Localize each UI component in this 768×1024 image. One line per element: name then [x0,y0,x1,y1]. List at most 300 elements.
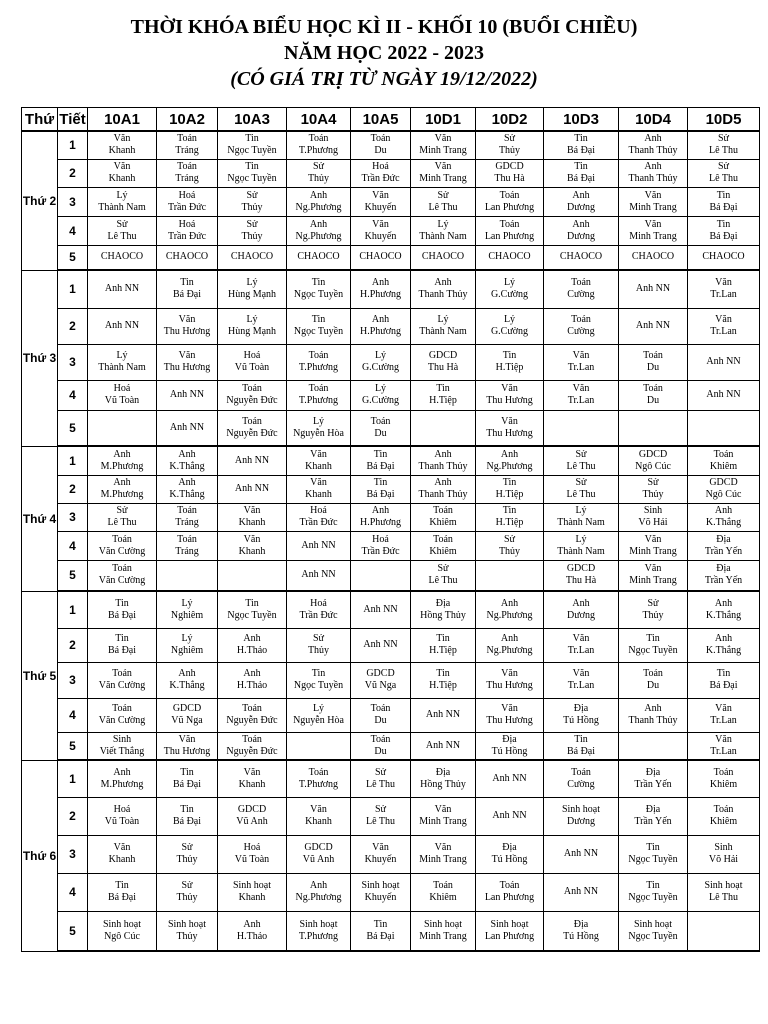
table-row [22,698,760,732]
subject-text: Sử [246,218,258,230]
teacher-text: Thu Hương [486,395,533,406]
timetable-cell [411,911,476,951]
subject-text: Địa [502,842,517,853]
subject-text: Văn [243,505,261,516]
timetable-cell [688,270,760,308]
timetable-cell [476,446,544,475]
period-number: 2 [58,475,88,503]
subject-text: Anh [309,880,328,891]
teacher-text: Tr.Lan [567,680,595,691]
document-header [0,0,768,92]
timetable-cell [411,270,476,308]
table-row [22,344,760,380]
timetable-cell [88,732,157,760]
timetable-cell [287,628,351,662]
subject-text: Anh [243,668,261,679]
subject-text: Sinh hoạt [633,918,673,930]
teacher-text: Khanh [305,816,332,827]
subject-text: Sử [575,477,587,488]
timetable-cell [351,308,411,344]
timetable-cell [619,159,688,187]
teacher-text: Nguyễn Hòa [293,427,344,439]
teacher-text: T.Phương [298,930,339,942]
subject-text: Anh NN [104,283,140,295]
timetable-cell [351,732,411,760]
subject-text: Anh NN [363,639,398,650]
teacher-text: T.Phương [298,145,339,157]
subject-text: Sử [313,161,324,172]
timetable-cell [287,873,351,911]
teacher-text: Khanh [108,173,136,184]
timetable-cell [619,873,688,911]
table-row [22,911,760,951]
timetable-cell [88,410,157,446]
timetable-cell [218,380,287,410]
timetable-cell [287,446,351,475]
subject-text: GDCD [172,703,202,714]
subject-text: Toán [713,804,734,815]
subject-text: Sử [313,633,324,644]
timetable-cell [287,835,351,873]
teacher-text: Khanh [238,545,266,557]
teacher-text: Thanh Thủy [628,173,678,184]
timetable-cell [88,216,157,245]
timetable-cell [619,245,688,270]
subject-text: Địa [645,766,661,778]
teacher-text: Dương [567,201,595,213]
teacher-text: Bá Đại [709,680,738,691]
timetable-cell [411,308,476,344]
teacher-text: Vũ Toàn [104,395,140,406]
teacher-text: Ngọc Tuyền [227,145,277,157]
timetable-cell [476,270,544,308]
timetable-cell [351,216,411,245]
timetable-cell [157,560,218,591]
timetable-cell [619,216,688,245]
subject-text: Anh NN [492,810,527,821]
timetable-cell [351,698,411,732]
teacher-text: Bá Đại [709,230,738,242]
subject-text: Toán [242,703,262,714]
subject-text: Tin [716,218,731,230]
subject-text: Toán [643,383,663,394]
subject-text: Văn [372,842,389,853]
timetable-cell [88,308,157,344]
subject-text: Toán [499,880,520,891]
timetable-cell [411,503,476,531]
timetable-cell [218,344,287,380]
timetable-cell [218,475,287,503]
period-number: 4 [58,531,88,560]
teacher-text: Minh Trang [419,145,467,157]
timetable-cell [218,270,287,308]
day-column-header: Thứ [22,108,58,132]
period-number: 3 [58,835,88,873]
timetable-cell [351,911,411,951]
teacher-text: Dương [567,816,595,827]
timetable-cell [218,662,287,698]
subject-text: Tin [373,477,388,488]
subject-text: Sử [116,505,128,516]
subject-text: Sinh [643,505,663,516]
subject-text: Văn [644,533,662,545]
subject-text: Anh NN [363,603,398,615]
class-column-header: 10A5 [351,108,411,132]
subject-text: CHAOCO [488,251,531,263]
class-column-header: 10A4 [287,108,351,132]
timetable-cell [411,380,476,410]
subject-text: CHAOCO [702,251,745,263]
subject-text: Tin [436,633,450,644]
teacher-text: Nghiêm [170,609,204,621]
period-number: 5 [58,245,88,270]
teacher-text: H.Tiệp [429,395,457,406]
subject-text: Sinh hoạt [561,804,601,815]
table-row [22,662,760,698]
timetable-cell [619,560,688,591]
subject-text: Toán [571,766,591,778]
subject-text: Sử [718,133,729,145]
timetable-cell [411,131,476,159]
subject-text: Anh [572,597,590,609]
table-row [22,270,760,308]
subject-text: Anh NN [706,389,741,400]
subject-text: Văn [178,350,196,361]
teacher-text: Thủy [307,173,330,184]
timetable-cell [351,835,411,873]
subject-text: Hoá [372,161,389,172]
day-label: Thứ 6 [22,760,58,951]
teacher-text: Thủy [176,892,198,903]
subject-text: Anh NN [301,569,336,581]
teacher-text: Lê Thu [107,517,137,528]
day-label: Thứ 2 [22,131,58,270]
period-number: 4 [58,698,88,732]
timetable-cell [411,591,476,628]
timetable-cell [157,531,218,560]
timetable-cell [157,835,218,873]
period-number: 4 [58,216,88,245]
timetable-cell [88,446,157,475]
subject-text: Toán [112,563,132,575]
teacher-text: Khuyến [364,201,397,213]
timetable-cell [411,835,476,873]
subject-text: Tin [646,842,660,853]
subject-text: Tin [502,350,517,361]
timetable-cell [544,159,619,187]
class-column-header: 10D4 [619,108,688,132]
subject-text: Anh [371,505,390,516]
subject-text: Tin [574,133,588,145]
teacher-text: H.Thảo [236,645,268,656]
subject-text: GDCD [709,477,738,488]
subject-text: Sử [116,218,128,230]
subject-text: Anh [113,766,131,778]
timetable-cell [411,560,476,591]
timetable-cell [688,410,760,446]
teacher-text: Lê Thu [428,575,458,587]
subject-text: Anh [243,918,261,930]
subject-text: Hoá [178,189,196,201]
timetable-cell [544,187,619,216]
subject-text: Sử [718,161,729,172]
teacher-text: Lê Thu [366,816,395,827]
teacher-text: T.Phương [298,395,339,406]
teacher-text: Khanh [108,854,136,865]
timetable-cell [411,698,476,732]
subject-text: Địa [716,533,731,545]
subject-text: GDCD [566,563,596,575]
period-column-header: Tiết [58,108,88,132]
timetable-cell [287,531,351,560]
timetable-cell [688,835,760,873]
subject-text: Anh [714,597,733,609]
subject-text: Lý [312,703,325,714]
subject-text: Tin [502,477,517,488]
teacher-text: Tú Hồng [563,930,599,942]
timetable-cell [351,628,411,662]
timetable-cell [411,531,476,560]
period-number: 3 [58,662,88,698]
timetable-cell [157,591,218,628]
subject-text: Hoá [113,804,131,815]
subject-text: Sinh hoạt [167,918,207,930]
timetable-cell [351,410,411,446]
timetable-cell [544,760,619,797]
class-column-header: 10D5 [688,108,760,132]
timetable-cell [287,131,351,159]
timetable-cell [688,873,760,911]
timetable-cell [157,873,218,911]
table-row [22,131,760,159]
subject-text: CHAOCO [230,251,274,263]
subject-text: Văn [113,842,131,853]
timetable-cell [218,503,287,531]
subject-text: Văn [310,448,327,460]
teacher-text: Du [374,745,387,757]
teacher-text: K.Thắng [705,645,742,656]
timetable-cell [619,131,688,159]
subject-text: Anh [371,314,390,325]
timetable-cell [287,591,351,628]
teacher-text: Thủy [176,930,198,942]
teacher-text: G.Cường [361,395,400,406]
teacher-text: Minh Trang [629,575,677,587]
timetable-cell [411,187,476,216]
timetable-cell [476,911,544,951]
period-number: 2 [58,308,88,344]
teacher-text: Vũ Anh [236,816,268,827]
timetable-cell [88,628,157,662]
subject-text: Toán [433,533,453,545]
timetable-cell [351,760,411,797]
subject-text: Tin [180,277,194,289]
teacher-text: Thành Nam [419,230,467,242]
subject-text: Lý [374,350,387,361]
period-number: 2 [58,159,88,187]
timetable-cell [544,591,619,628]
subject-text: Lý [503,277,516,289]
teacher-text: Thu Hương [163,362,211,373]
teacher-text: Lê Thu [566,460,596,472]
subject-text: Hoá [113,383,131,394]
table-row [22,797,760,835]
timetable-cell [476,410,544,446]
timetable-cell [351,797,411,835]
teacher-text: Lan Phương [484,230,535,242]
subject-text: Sinh hoạt [232,880,272,891]
subject-text: Văn [644,218,662,230]
subject-text: Văn [310,804,327,815]
teacher-text: Dương [567,230,595,242]
subject-text: Anh [644,161,662,172]
teacher-text: Du [374,145,387,157]
subject-text: CHAOCO [421,251,465,263]
timetable-cell [476,835,544,873]
subject-text: Tin [245,133,259,145]
timetable-cell [544,446,619,475]
teacher-text: Du [374,427,387,439]
subject-text: Sử [647,477,659,488]
timetable-cell [157,475,218,503]
teacher-text: Lê Thu [428,201,458,213]
timetable-cell [411,662,476,698]
timetable-cell [287,187,351,216]
subject-text: Văn [501,383,518,394]
table-row [22,732,760,760]
timetable-cell [476,760,544,797]
subject-text: Sử [375,804,386,815]
timetable-cell [544,216,619,245]
table-row [22,628,760,662]
timetable-cell [688,560,760,591]
subject-text: Toán [370,733,391,745]
subject-text: Địa [435,766,451,778]
teacher-text: Khuyến [364,892,397,903]
teacher-text: Trần Yến [634,816,672,827]
timetable-cell [476,591,544,628]
teacher-text: Khiêm [709,778,738,790]
subject-text: Sinh [714,842,733,853]
timetable-cell [88,187,157,216]
subject-text: Anh [434,448,452,460]
timetable-cell [476,560,544,591]
table-row [22,216,760,245]
timetable-cell [544,380,619,410]
timetable-cell [287,503,351,531]
period-number: 1 [58,760,88,797]
teacher-text: M.Phương [100,489,144,500]
teacher-text: Khanh [305,460,332,472]
teacher-text: Thu Hà [565,575,597,587]
timetable-cell [88,760,157,797]
teacher-text: Du [646,395,660,406]
subject-text: Văn [501,415,518,427]
subject-text: Văn [715,314,732,325]
subject-text: Lý [116,350,128,361]
timetable-cell [218,911,287,951]
subject-text: Toán [112,703,132,714]
subject-text: Anh NN [425,709,461,720]
subject-text: Anh [178,668,196,679]
table-row [22,835,760,873]
class-column-header: 10A1 [88,108,157,132]
timetable-cell [688,216,760,245]
teacher-text: Tráng [175,545,199,557]
timetable-cell [476,628,544,662]
timetable-cell [157,732,218,760]
subject-text: Toán [242,383,262,394]
timetable-cell [287,308,351,344]
subject-text: Sử [504,533,515,545]
teacher-text: Bá Đại [172,816,202,827]
timetable [21,107,760,952]
timetable-cell [411,410,476,446]
timetable-cell [287,410,351,446]
subject-text: Địa [435,597,451,609]
timetable-cell [287,698,351,732]
teacher-text: Lê Thu [709,892,738,903]
subject-text: Toán [433,505,453,516]
timetable-cell [88,245,157,270]
teacher-text: H.Phương [360,517,401,528]
timetable-cell [476,216,544,245]
timetable-cell [544,911,619,951]
teacher-text: Khiêm [709,816,738,827]
subject-text: Tin [115,633,129,644]
subject-text: CHAOCO [631,251,675,263]
teacher-text: T.Phương [298,778,339,790]
subject-text: Anh NN [169,389,205,400]
subject-text: Anh [644,133,662,145]
teacher-text: Ng.Phương [486,609,533,621]
subject-text: Toán [177,133,197,145]
timetable-cell [157,159,218,187]
subject-text: Văn [243,533,261,545]
subject-text: Anh [572,189,590,201]
timetable-cell [218,591,287,628]
table-row [22,159,760,187]
class-column-header: 10D1 [411,108,476,132]
timetable-cell [88,270,157,308]
subject-text: Toán [643,350,663,361]
teacher-text: Thu Hương [486,715,533,726]
timetable-cell [619,835,688,873]
period-number: 5 [58,560,88,591]
subject-text: Văn [572,633,590,644]
timetable-cell [619,270,688,308]
subject-text: Văn [372,218,389,230]
timetable-cell [218,446,287,475]
timetable-cell [287,380,351,410]
subject-text: Sử [504,133,515,145]
subject-text: Toán [713,766,734,778]
subject-text: Lý [181,597,193,609]
timetable-cell [688,911,760,951]
timetable-cell [619,410,688,446]
timetable-cell [88,531,157,560]
period-number: 1 [58,446,88,475]
timetable-cell [351,380,411,410]
table-row [22,187,760,216]
subject-text: Văn [644,563,662,575]
teacher-text: Ngọc Tuyền [628,930,678,942]
subject-text: Tin [574,733,588,745]
teacher-text: Ng.Phương [486,645,533,656]
subject-text: Lý [116,189,128,201]
subject-text: Văn [178,314,196,325]
teacher-text: Thanh Thủy [628,715,678,726]
